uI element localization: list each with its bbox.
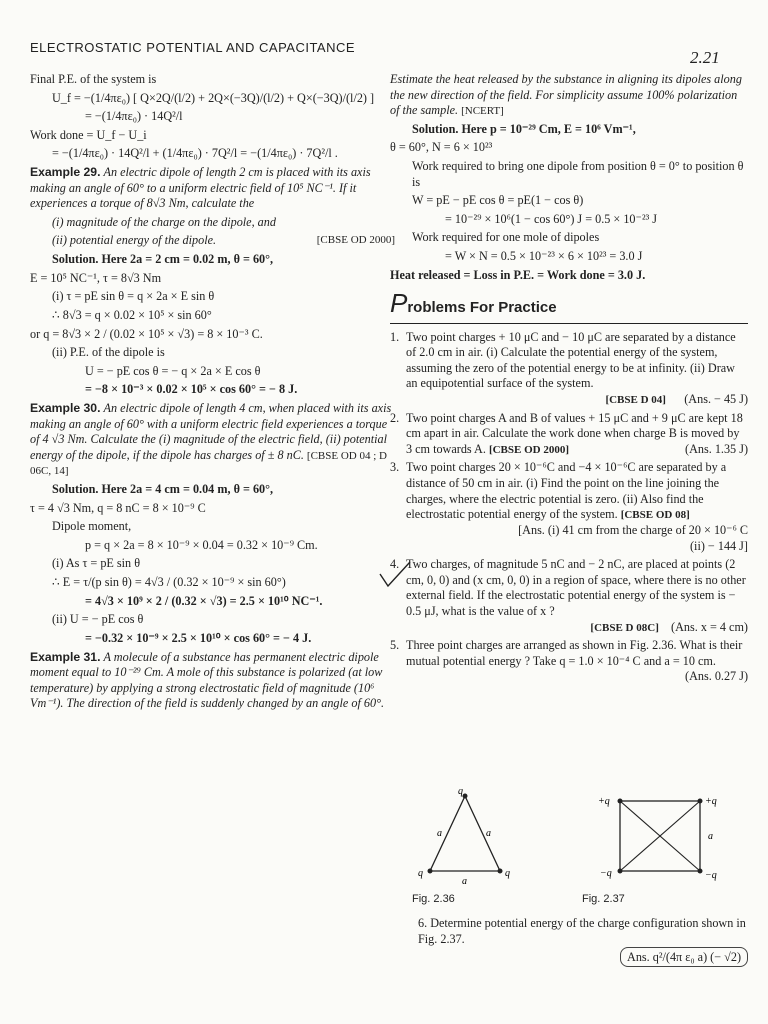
- problem-number: 3.: [390, 460, 400, 475]
- reference: [CBSE OD 08]: [620, 509, 690, 522]
- solution-line: = −8 × 10⁻³ × 0.02 × 10⁵ × cos 60° = − 8 J.: [85, 382, 298, 397]
- problem-text: Two point charges A and B of values + 15 μC and + 9 μC are kept 18 cm apart in air. Calculate the work done when charge B is moved by 3 cm towards A.: [406, 410, 743, 456]
- solution-line: (ii) U = − pE cos θ: [52, 612, 144, 627]
- side-label: a: [708, 831, 713, 842]
- charge-label: −q: [600, 868, 612, 879]
- charge-label: +q: [705, 796, 717, 807]
- handwritten-checkmark: [378, 560, 412, 590]
- example-label: Example 31.: [30, 649, 101, 664]
- problem-item: [390, 460, 748, 554]
- problem-number: 4.: [390, 557, 400, 572]
- solution-line: (i) As τ = pE sin θ: [52, 556, 141, 571]
- charge-label: q: [458, 786, 463, 797]
- example-text: An electric dipole of length 4 cm, when placed with its axis making an angle of 60° with a uniform electric field experiences a torque of 4 √3 Nm. Calculate the (i) magnitude of the electric field, (ii) potential energy of the dipole, if the dipole has charges of ± 8 nC.: [30, 400, 392, 462]
- example-part: (ii) potential energy of the dipole.: [52, 233, 217, 248]
- problem-text: Two point charges + 10 μC and − 10 μC are separated by a distance of 2.0 cm in air. (i) Calculate the potential energy of the system, assuming the zero of the potential energy to be at infinity. (ii) Draw an equipotential surface of the system.: [406, 329, 736, 391]
- problem-text: Two charges, of magnitude 5 nC and − 2 nC, are placed at points (2 cm, 0, 0) and (x cm, 0, 0) in a region of space, where there is no other external field. If the electrostatic potential energy of the system is − 0.5 μJ, what is the value of x ?: [406, 557, 746, 618]
- fig-2-36-triangle: [418, 786, 510, 887]
- reference: [CBSE OD 04 ; D 06C, 14]: [30, 449, 387, 478]
- answer: (Ans. x = 4 cm): [671, 619, 748, 634]
- problem-item: [390, 411, 748, 458]
- problem-item: [390, 330, 748, 408]
- reference: [CBSE D 04]: [605, 394, 666, 407]
- example-label: Example 29.: [30, 165, 101, 180]
- solution-line: p = q × 2a = 8 × 10⁻⁹ × 0.04 = 0.32 × 10⁻⁹ Cm.: [85, 537, 318, 552]
- solution-line: Solution. Here 2a = 2 cm = 0.02 m, θ = 60°,: [52, 252, 274, 267]
- charge-label: −q: [705, 870, 717, 881]
- answer: (ii) − 144 J]: [690, 538, 748, 553]
- example-31: [30, 650, 395, 712]
- solution-line: or q = 8√3 × 2 / (0.02 × 10⁵ × √3) = 8 × 10⁻³ C.: [30, 326, 263, 341]
- equation-line: = −(1/4πε₀) · 14Q²/l: [85, 109, 183, 124]
- example-30: [30, 401, 395, 479]
- solution-line: U = − pE cos θ = − q × 2a × E cos θ: [85, 363, 261, 378]
- example-part: (i) magnitude of the charge on the dipole, and: [52, 214, 276, 229]
- example-part-with-ref: [30, 233, 395, 249]
- right-column: [390, 72, 748, 688]
- solution-line: τ = 4 √3 Nm, q = 8 nC = 8 × 10⁻⁹ C: [30, 500, 206, 515]
- problem-text: Determine potential energy of the charge configuration shown in Fig. 2.37.: [418, 916, 746, 946]
- solution-line: ∴ 8√3 = q × 0.02 × 10⁵ × sin 60°: [52, 307, 212, 322]
- charge-label: q: [505, 868, 510, 879]
- problem-number: 2.: [390, 410, 400, 425]
- example-label: Example 30.: [30, 400, 101, 415]
- reference: [NCERT]: [461, 105, 504, 118]
- solution-line: Dipole moment,: [52, 519, 132, 534]
- page-number: 2.21: [690, 48, 720, 67]
- solution-line: ∴ E = τ/(p sin θ) = 4√3 / (0.32 × 10⁻⁹ × sin 60°): [52, 575, 286, 590]
- answer: (Ans. 0.27 J): [685, 669, 748, 684]
- problem-text: Three point charges are arranged as shown in Fig. 2.36. What is their mutual potential energy ? Take q = 1.0 × 10⁻⁴ C and a = 10 cm.: [406, 638, 743, 668]
- reference: [CBSE OD 2000]: [488, 443, 569, 456]
- reference: [CBSE OD 2000]: [316, 234, 395, 247]
- solution-line: = 4√3 × 10⁹ × 2 / (0.32 × √3) = 2.5 × 10¹⁰ NC⁻¹.: [85, 593, 323, 608]
- solution-line: (ii) P.E. of the dipole is: [52, 345, 165, 360]
- equation-line: = −(1/4πε₀) · 14Q²/l + (1/4πε₀) · 7Q²/l = −(1/4πε₀) · 7Q²/l .: [52, 146, 338, 161]
- solution-line: Work required to bring one dipole from position θ = 0° to position θ is: [412, 159, 744, 189]
- solution-line: E = 10⁵ NC⁻¹, τ = 8√3 Nm: [30, 270, 162, 285]
- example-31-continued: [390, 72, 748, 119]
- problem-number: 1.: [390, 329, 400, 344]
- equation-line: U_f = −(1/4πε₀) [ Q×2Q/(l/2) + 2Q×(−3Q)/(l/2) + Q×(−3Q)/(l/2) ]: [52, 90, 375, 105]
- problem-text: Two point charges 20 × 10⁻⁶C and −4 × 10⁻⁶C are separated by a distance of 50 cm in air. (i) Find the point on the line joining the charges, where the electric potential is zero. (ii) Also find the electrostatic potential energy of the system.: [406, 460, 727, 522]
- solution-line: Work required for one mole of dipoles: [412, 230, 600, 245]
- solution-line: = 10⁻²⁹ × 10⁶(1 − cos 60°) J = 0.5 × 10⁻²³ J: [445, 211, 658, 226]
- section-initial: P: [390, 288, 408, 319]
- solution-line: Solution. Here p = 10⁻²⁹ Cm, E = 10⁶ Vm⁻¹,: [412, 121, 636, 136]
- problem-number: 6.: [418, 916, 428, 930]
- answer: (Ans. 1.35 J): [685, 441, 748, 456]
- answer: [Ans. (i) 41 cm from the charge of 20 × 10⁻⁶ C: [518, 522, 748, 537]
- example-text: Estimate the heat released by the substance in aligning its dipoles along the new direction of the field. For simplicity assume 100% polarization of the sample.: [390, 72, 742, 118]
- example-text: An electric dipole of length 2 cm is placed with its axis making an angle of 60° to a uniform electric field of 10⁵ NC⁻¹. If it experiences a torque of 8√3 Nm, calculate the: [30, 165, 371, 211]
- solution-line: = −0.32 × 10⁻⁹ × 2.5 × 10¹⁰ × cos 60° = − 4 J.: [85, 630, 312, 645]
- answer: Ans. q²/(4π ε₀ a) (− √2): [620, 947, 748, 967]
- text-line: Final P.E. of the system is: [30, 72, 157, 86]
- section-heading: [390, 287, 748, 323]
- problem-item: [390, 638, 748, 685]
- problem-item: [390, 557, 748, 635]
- side-label: a: [462, 876, 467, 887]
- answer: (Ans. − 45 J): [684, 392, 748, 407]
- fig-2-37-square: [598, 796, 717, 881]
- solution-line: W = pE − pE cos θ = pE(1 − cos θ): [412, 193, 584, 208]
- text-line: Work done = U_f − U_i: [30, 127, 147, 142]
- solution-line: θ = 60°, N = 6 × 10²³: [390, 140, 493, 155]
- figure-caption: Fig. 2.36: [412, 893, 455, 905]
- example-text: A molecule of a substance has permanent electric dipole moment equal to 10⁻²⁹ Cm. A mole of this substance is polarized (at low temperature) by applying a strong electrostatic field of magnitude (10⁶ Vm⁻¹). The direction of the field is suddenly changed by an angle of 60°.: [30, 649, 385, 711]
- reference: [CBSE D 08C]: [590, 621, 659, 634]
- charge-label: q: [418, 868, 423, 879]
- section-title: roblems For Practice: [407, 299, 557, 317]
- solution-line: = W × N = 0.5 × 10⁻²³ × 6 × 10²³ = 3.0 J: [445, 249, 643, 264]
- side-label: a: [437, 828, 442, 839]
- solution-line: Solution. Here 2a = 4 cm = 0.04 m, θ = 60°,: [52, 482, 274, 497]
- charge-label: +q: [598, 796, 610, 807]
- example-29: [30, 165, 395, 212]
- figure-caption: Fig. 2.37: [582, 893, 625, 905]
- problem-item: [418, 916, 748, 966]
- solution-line: Heat released = Loss in P.E. = Work done = 3.0 J.: [390, 267, 646, 282]
- solution-line: (i) τ = pE sin θ = q × 2a × E sin θ: [52, 289, 215, 304]
- left-column: [30, 72, 395, 715]
- running-header: ELECTROSTATIC POTENTIAL AND CAPACITANCE: [30, 40, 356, 55]
- problem-number: 5.: [390, 638, 400, 653]
- side-label: a: [486, 828, 491, 839]
